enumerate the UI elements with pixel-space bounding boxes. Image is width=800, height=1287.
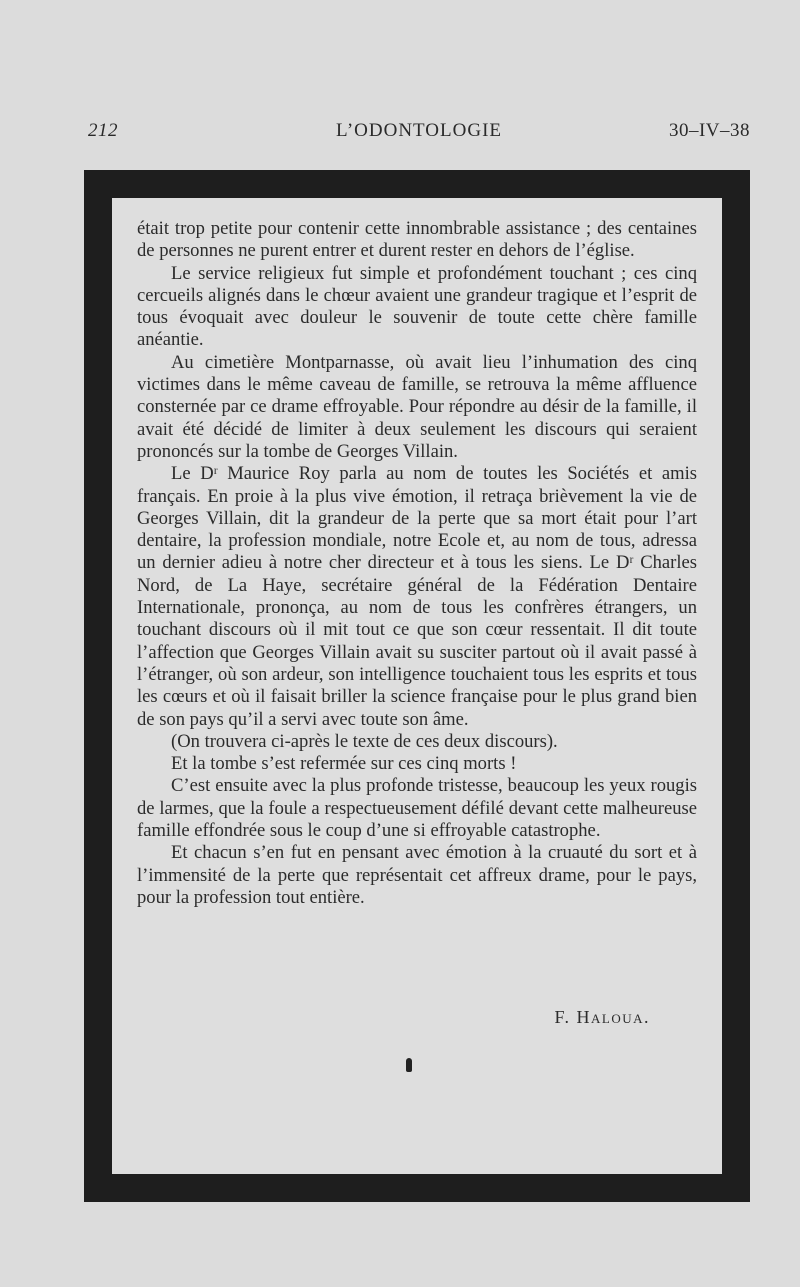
article-body bbox=[137, 218, 697, 909]
paragraph: Et chacun s’en fut en pensant avec émotion à la cruauté du sort et à l’immensité de la perte que représentait cet affreux drame, pour le pays, pour la profession tout entière. bbox=[137, 842, 697, 908]
paragraph: Le Dʳ Maurice Roy parla au nom de toutes les Sociétés et amis français. En proie à la plus vive émotion, il retraça brièvement la vie de Georges Villain, dit la grandeur de la perte que sa mort était pour l’art dentaire, la profession mondiale, notre Ecole et, au nom de tous, adressa un dernier adieu à notre cher directeur et à tous les siens. Le Dʳ Charles Nord, de La Haye, secrétaire général de la Fédération Dentaire Internationale, prononça, au nom de tous les confrères étrangers, un touchant discours où il mit tout ce que son cœur ressentait. Il dit toute l’affection que Georges Villain avait su susciter partout où il avait passé à l’étranger, où son ardeur, son intelligence touchaient tous les esprits et tous les cœurs et où il faisait briller la science française pour le plus grand bien de son pays qu’il a servi avec toute son âme. bbox=[137, 463, 697, 730]
paragraph: Et la tombe s’est refermée sur ces cinq morts ! bbox=[171, 753, 517, 775]
page-number: 212 bbox=[88, 120, 118, 141]
paragraph: était trop petite pour contenir cette innombrable assistance ; des centaines de personnes ne purent entrer et durent rester en dehors de l’église. bbox=[137, 218, 697, 262]
journal-title: L’ODONTOLOGIE bbox=[335, 120, 503, 141]
paragraph: (On trouvera ci-après le texte de ces deux discours). bbox=[171, 730, 558, 752]
paragraph: Au cimetière Montparnasse, où avait lieu l’inhumation des cinq victimes dans le même caveau de famille, se retrouva la même affluence consternée par ce drame effroyable. Pour répondre au désir de la famille, il avait été décidé de limiter à deux seulement les discours qui seraient prononcés sur la tombe de Georges Villain. bbox=[137, 351, 697, 462]
author-signature: F. Haloua. bbox=[554, 1007, 650, 1027]
running-header bbox=[88, 120, 750, 148]
paragraph: Le service religieux fut simple et profondément touchant ; ces cinq cercueils alignés dans le chœur avaient une grandeur tragique et l’esprit de tous évoquait avec douleur le souvenir de toute cette chère famille anéantie. bbox=[137, 262, 697, 351]
issue-date: 30–IV–38 bbox=[668, 120, 750, 141]
paragraph: C’est ensuite avec la plus profonde tristesse, beaucoup les yeux rougis de larmes, que la foule a respectueusement défilé devant cette malheureuse famille effondrée sous le coup d’une si effroyable catastrophe. bbox=[137, 775, 697, 842]
ornament-mark bbox=[406, 1058, 412, 1072]
